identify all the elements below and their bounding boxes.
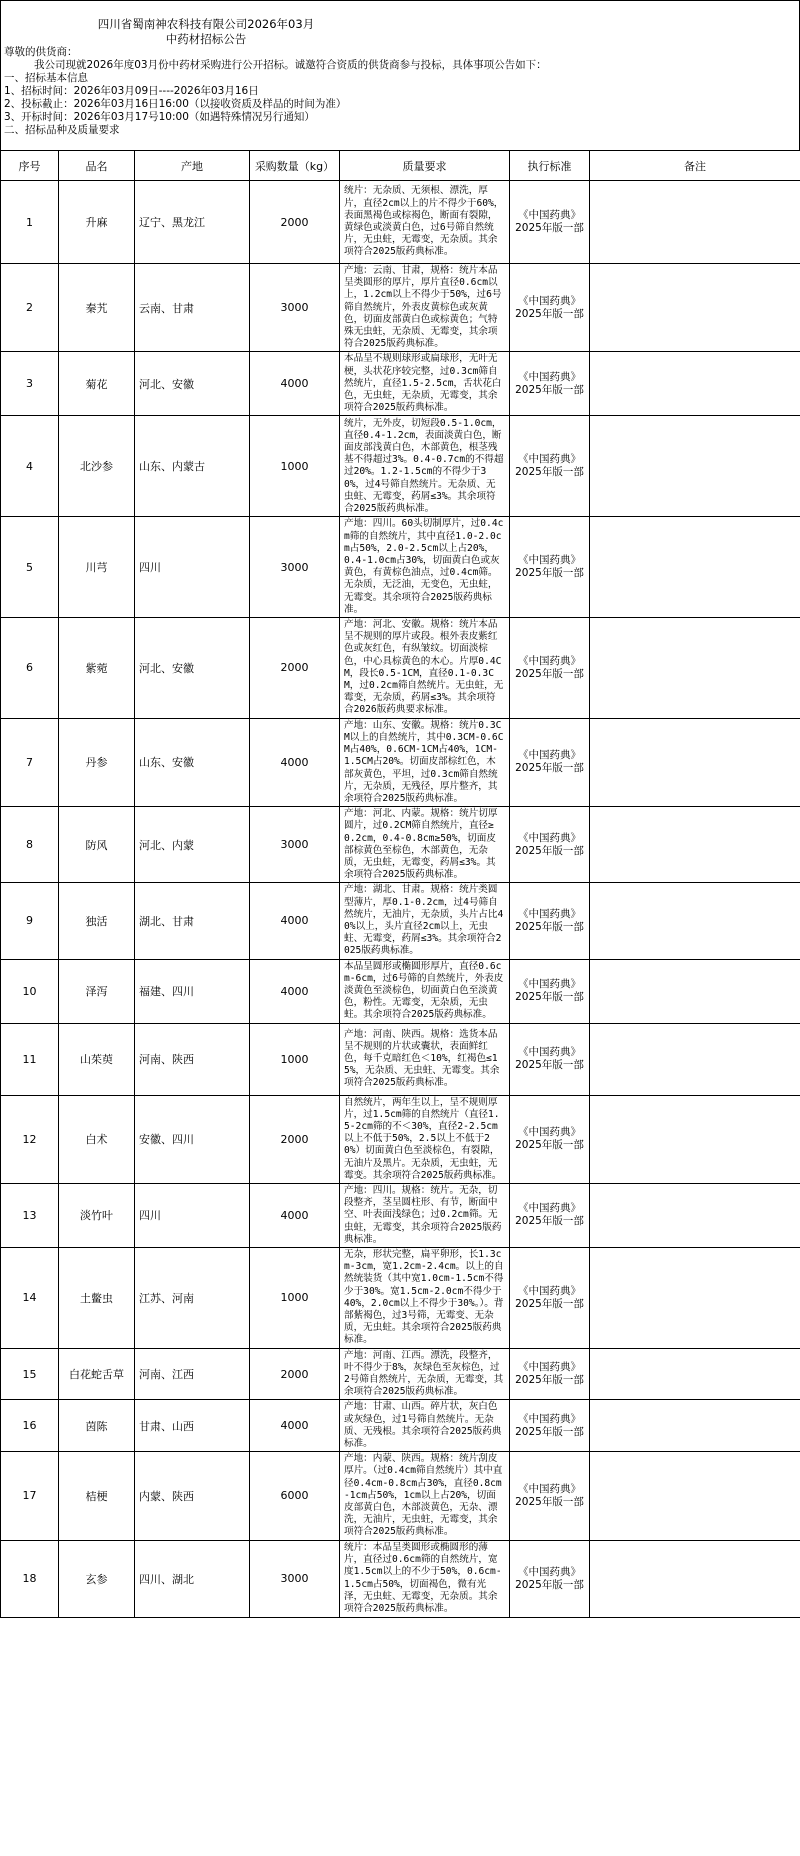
- cell-origin: 河南、陕西: [135, 1023, 250, 1095]
- cell-standard: [510, 264, 590, 352]
- cell-qty: 1000: [250, 1248, 340, 1349]
- table-row: [1, 718, 800, 806]
- col-header-origin: 产地: [135, 151, 250, 181]
- cell-no: 6: [1, 618, 59, 719]
- cell-origin: 内蒙、陕西: [135, 1452, 250, 1540]
- standard-title: 《中国药典》: [518, 370, 581, 383]
- standard-title: 《中国药典》: [518, 831, 581, 844]
- cell-note: [590, 1452, 800, 1540]
- cell-standard: [510, 1023, 590, 1095]
- cell-no: 9: [1, 883, 59, 959]
- cell-name: 茵陈: [59, 1400, 135, 1452]
- standard-edition: 2025年版一部: [515, 383, 584, 396]
- cell-name: 防风: [59, 807, 135, 883]
- cell-origin: 山东、内蒙古: [135, 416, 250, 517]
- cell-qty: 4000: [250, 352, 340, 416]
- cell-qty: 2000: [250, 1348, 340, 1400]
- standard-edition: 2025年版一部: [515, 1059, 584, 1072]
- cell-standard: [510, 1452, 590, 1540]
- cell-standard: [510, 1348, 590, 1400]
- cell-note: [590, 1023, 800, 1095]
- cell-note: [590, 264, 800, 352]
- cell-note: [590, 1183, 800, 1247]
- standard-title: 《中国药典》: [518, 1046, 581, 1059]
- cell-standard: [510, 618, 590, 719]
- table-row: [1, 181, 800, 264]
- cell-no: 18: [1, 1540, 59, 1617]
- col-header-note: 备注: [590, 151, 800, 181]
- cell-name: 白术: [59, 1095, 135, 1183]
- cell-no: 14: [1, 1248, 59, 1349]
- cell-quality: 自然统片，两年生以上，呈不规则厚片，过1.5cm筛的自然统片（直径1.5-2cm筛的不＜30%，直径2-2.5cm以上不低于50%，2.5以上不低于20%）切面黄白色至淡棕色，有裂隙，无油片及黑片。无杂质，无虫蛀，无霉变。其余项符合2025版药典标准。: [340, 1095, 510, 1183]
- cell-origin: 河北、安徽: [135, 352, 250, 416]
- cell-name: 淡竹叶: [59, 1183, 135, 1247]
- col-header-name: 品名: [59, 151, 135, 181]
- cell-standard: [510, 1400, 590, 1452]
- table-row: [1, 883, 800, 959]
- standard-title: 《中国药典》: [518, 294, 581, 307]
- table-row: [1, 618, 800, 719]
- cell-standard: [510, 1095, 590, 1183]
- cell-note: [590, 1348, 800, 1400]
- standard-edition: 2025年版一部: [515, 1215, 584, 1228]
- standard-title: 《中国药典》: [518, 978, 581, 991]
- cell-origin: 河北、内蒙: [135, 807, 250, 883]
- cell-origin: 云南、甘肃: [135, 264, 250, 352]
- cell-quality: 统片：无杂质、无须根、漂洗，厚片，直径2cm以上的片不得少于60%，表面黑褐色或棕褐色，断面有裂隙，黄绿色或淡黄白色，过6号筛自然统片，无虫蛀，无霉变，无杂质。其余项符合2025版药典标准。: [340, 181, 510, 264]
- cell-no: 4: [1, 416, 59, 517]
- standard-edition: 2025年版一部: [515, 466, 584, 479]
- cell-note: [590, 1248, 800, 1349]
- cell-standard: [510, 1540, 590, 1617]
- cell-no: 5: [1, 517, 59, 618]
- cell-no: 17: [1, 1452, 59, 1540]
- col-header-no: 序号: [1, 151, 59, 181]
- standard-edition: 2025年版一部: [515, 991, 584, 1004]
- table-row: [1, 1248, 800, 1349]
- cell-name: 川芎: [59, 517, 135, 618]
- cell-origin: 河北、安徽: [135, 618, 250, 719]
- cell-name: 紫菀: [59, 618, 135, 719]
- cell-note: [590, 1095, 800, 1183]
- cell-origin: 四川: [135, 1183, 250, 1247]
- standard-edition: 2025年版一部: [515, 222, 584, 234]
- cell-origin: 山东、安徽: [135, 718, 250, 806]
- table-row: [1, 1400, 800, 1452]
- cell-qty: 4000: [250, 883, 340, 959]
- standard-title: 《中国药典》: [518, 1565, 581, 1578]
- table-row: [1, 1023, 800, 1095]
- cell-standard: [510, 1183, 590, 1247]
- title-line-2: 中药材招标公告: [165, 32, 247, 46]
- cell-quality: 产地：四川。60头切制厚片，过0.4cm筛的自然统片，其中直径1.0-2.0cm占50%，2.0-2.5cm以上占20%，0.4-1.0cm占30%，切面黄白色或灰黄色，有黄棕色油点，过0.4cm筛。无杂质，无泛油，无变色，无虫蛀，无霉变。其余项符合2025版药典标准。: [340, 517, 510, 618]
- cell-note: [590, 959, 800, 1023]
- standard-edition: 2025年版一部: [515, 762, 584, 775]
- cell-qty: 2000: [250, 181, 340, 264]
- cell-standard: [510, 416, 590, 517]
- standard-edition: 2025年版一部: [515, 307, 584, 320]
- cell-name: 白花蛇舌草: [59, 1348, 135, 1400]
- cell-qty: 4000: [250, 1183, 340, 1247]
- cell-no: 12: [1, 1095, 59, 1183]
- cell-name: 北沙参: [59, 416, 135, 517]
- cell-note: [590, 618, 800, 719]
- cell-origin: 安徽、四川: [135, 1095, 250, 1183]
- cell-qty: 3000: [250, 264, 340, 352]
- standard-edition: 2025年版一部: [515, 1425, 584, 1438]
- cell-origin: 湖北、甘肃: [135, 883, 250, 959]
- cell-quality: 本品呈不规则球形或扁球形，无叶无梗，头状花序较完整，过0.3cm筛自然统片，直径1.5-2.5cm，舌状花白色，无虫蛀，无杂质，无霉变，其余项符合2025版药典标准。: [340, 352, 510, 416]
- col-header-qty: 采购数量（kg）: [250, 151, 340, 181]
- cell-quality: 产地：湖北、甘肃。规格：统片类圆型薄片，厚0.1-0.2cm，过4号筛自然统片，无油片，无杂质，头片占比40%以上，头片直径2cm以上，无虫蛀、无霉变，药屑≤3%。其余项符合2025版药典标准。: [340, 883, 510, 959]
- info-item-2: 2、投标截止：2026年03月16日16:00（以接收资质及样品的时间为准）: [4, 98, 347, 110]
- cell-qty: 2000: [250, 1095, 340, 1183]
- standard-title: 《中国药典》: [518, 1361, 581, 1374]
- table-row: [1, 807, 800, 883]
- standard-title: 《中国药典》: [518, 1202, 581, 1215]
- cell-no: 7: [1, 718, 59, 806]
- cell-qty: 2000: [250, 618, 340, 719]
- cell-qty: 3000: [250, 517, 340, 618]
- cell-qty: 3000: [250, 1540, 340, 1617]
- intro-paragraph: 我公司现就2026年度03月份中药材采购进行公开招标。诚邀符合资质的供货商参与投标，具体事项公告如下：: [34, 59, 547, 71]
- standard-edition: 2025年版一部: [515, 1578, 584, 1591]
- section-heading-1: 一、招标基本信息: [4, 72, 88, 84]
- standard-title: 《中国药典》: [518, 1482, 581, 1495]
- greeting: 尊敬的供货商：: [4, 46, 78, 58]
- standard-edition: 2025年版一部: [515, 920, 584, 933]
- cell-standard: [510, 883, 590, 959]
- standard-title: 《中国药典》: [518, 554, 581, 567]
- cell-name: 独活: [59, 883, 135, 959]
- cell-qty: 4000: [250, 1400, 340, 1452]
- standard-title: 《中国药典》: [518, 1284, 581, 1297]
- cell-qty: 3000: [250, 807, 340, 883]
- standard-edition: 2025年版一部: [515, 844, 584, 857]
- cell-qty: 6000: [250, 1452, 340, 1540]
- standard-edition: 2025年版一部: [515, 1139, 584, 1152]
- cell-name: 玄参: [59, 1540, 135, 1617]
- cell-name: 泽泻: [59, 959, 135, 1023]
- table-row: [1, 352, 800, 416]
- cell-note: [590, 517, 800, 618]
- table-body: [1, 181, 800, 1618]
- cell-name: 秦艽: [59, 264, 135, 352]
- cell-name: 丹参: [59, 718, 135, 806]
- info-item-3: 3、开标时间：2026年03月17号10:00（如遇特殊情况另行通知）: [4, 111, 315, 123]
- cell-standard: [510, 959, 590, 1023]
- table-row: [1, 1540, 800, 1617]
- cell-quality: 产地：河南、陕西。规格：选货本品呈不规则的片状或囊状，表面鲜红色，每千克暗红色＜10%，红褐色≤15%，无杂质、无虫蛀、无霉变。其余项符合2025版药典标准。: [340, 1023, 510, 1095]
- cell-origin: 四川、湖北: [135, 1540, 250, 1617]
- cell-qty: 1000: [250, 1023, 340, 1095]
- standard-title: 《中国药典》: [518, 453, 581, 466]
- table-row: [1, 517, 800, 618]
- cell-note: [590, 1540, 800, 1617]
- col-header-standard: 执行标准: [510, 151, 590, 181]
- cell-standard: [510, 181, 590, 264]
- standard-edition: 2025年版一部: [515, 1495, 584, 1508]
- notice-header: [0, 0, 800, 150]
- standard-title: 《中国药典》: [518, 749, 581, 762]
- cell-no: 1: [1, 181, 59, 264]
- cell-quality: 产地：内蒙、陕西。规格：统片刮皮厚片。（过0.4cm筛自然统片）其中直径0.4cm-0.8cm占30%，直径0.8cm-1cm占50%，1cm以上占20%，切面皮部黄白色，木部淡黄色，无杂、漂洗，无油片，无虫蛀，无霉变，其余项符合2025版药典标准。: [340, 1452, 510, 1540]
- cell-note: [590, 352, 800, 416]
- standard-edition: 2025年版一部: [515, 667, 584, 680]
- cell-qty: 4000: [250, 959, 340, 1023]
- cell-quality: 产地：四川。规格：统片。无杂，切段整齐，茎呈圆柱形、有节，断面中空、叶表面浅绿色；过0.2cm筛。无虫蛀，无霉变，其余项符合2025版药典标准。: [340, 1183, 510, 1247]
- cell-qty: 1000: [250, 416, 340, 517]
- cell-no: 16: [1, 1400, 59, 1452]
- cell-name: 菊花: [59, 352, 135, 416]
- notice-title: [1, 17, 411, 47]
- cell-note: [590, 1400, 800, 1452]
- cell-qty: 4000: [250, 718, 340, 806]
- cell-note: [590, 181, 800, 264]
- tender-table: [0, 150, 800, 1618]
- cell-origin: 辽宁、黑龙江: [135, 181, 250, 264]
- standard-edition: 2025年版一部: [515, 1297, 584, 1310]
- section-heading-2: 二、招标品种及质量要求: [4, 124, 120, 136]
- table-row: [1, 1348, 800, 1400]
- cell-standard: [510, 352, 590, 416]
- cell-origin: 福建、四川: [135, 959, 250, 1023]
- cell-origin: 江苏、河南: [135, 1248, 250, 1349]
- cell-note: [590, 718, 800, 806]
- info-item-1: 1、招标时间：2026年03月09日----2026年03月16日: [4, 85, 259, 97]
- title-line-1: 四川省蜀南神农科技有限公司2026年03月: [97, 17, 315, 31]
- cell-name: 土鳖虫: [59, 1248, 135, 1349]
- standard-title: 《中国药典》: [518, 907, 581, 920]
- cell-quality: 产地：山东、安徽。规格：统片0.3CM以上的自然统片，其中0.3CM-0.6CM占40%，0.6CM-1CM占40%，1CM-1.5CM占20%。切面皮部棕红色，木部灰黄色，平坦，过0.3cm筛自然统片，无杂质，无残径，厚片整齐，其余项符合2025版药典标准。: [340, 718, 510, 806]
- cell-quality: 产地：河北、内蒙。规格：统片切厚圆片，过0.2CM筛自然统片，直径≥0.2cm，0.4-0.8cm≥50%，切面皮部棕黄色至棕色，木部黄色，无杂质，无虫蛀，无霉变，药屑≤3%。其余项符合2025版药典标准。: [340, 807, 510, 883]
- standard-edition: 2025年版一部: [515, 1374, 584, 1387]
- cell-no: 11: [1, 1023, 59, 1095]
- standard-title: 《中国药典》: [518, 1412, 581, 1425]
- table-header-row: [1, 151, 800, 181]
- cell-standard: [510, 1248, 590, 1349]
- cell-standard: [510, 718, 590, 806]
- cell-standard: [510, 807, 590, 883]
- cell-quality: 产地：甘肃、山西。碎片状，灰白色或灰绿色，过1号筛自然统片。无杂质、无残根。其余项符合2025版药典标准。: [340, 1400, 510, 1452]
- cell-quality: 统片：本品呈类圆形或椭圆形的薄片，直径过0.6cm筛的自然统片，宽度1.5cm以上的不少于50%，0.6cm-1.5cm占50%，切面褐色，微有光泽，无虫蛀、无霉变，无杂质。其余项符合2025版药典标准。: [340, 1540, 510, 1617]
- cell-no: 2: [1, 264, 59, 352]
- cell-quality: 产地：云南、甘肃，规格：统片本品呈类圆形的厚片，厚片直径0.6cm以上，1.2cm以上不得少于50%，过6号筛自然统片，外表皮黄棕色或灰黄色，切面皮部黄白色或棕黄色；气特殊无虫蛀，无杂质、无霉变，其余项符合2025版药典标准。: [340, 264, 510, 352]
- cell-note: [590, 883, 800, 959]
- cell-name: 山茱萸: [59, 1023, 135, 1095]
- cell-quality: 产地：河南、江西。漂洗，段整齐，叶不得少于8%，灰绿色至灰棕色，过2号筛自然统片，无杂质，无霉变，其余项符合2025版药典标准。: [340, 1348, 510, 1400]
- col-header-quality: 质量要求: [340, 151, 510, 181]
- standard-title: 《中国药典》: [518, 654, 581, 667]
- standard-title: 《中国药典》: [518, 209, 581, 221]
- cell-no: 15: [1, 1348, 59, 1400]
- cell-no: 8: [1, 807, 59, 883]
- table-row: [1, 959, 800, 1023]
- standard-edition: 2025年版一部: [515, 567, 584, 580]
- cell-name: 桔梗: [59, 1452, 135, 1540]
- cell-name: 升麻: [59, 181, 135, 264]
- cell-quality: 产地：河北、安徽。规格：统片本品呈不规则的厚片或段。根外表皮紫红色或灰红色，有纵皱纹。切面淡棕色，中心具棕黄色的木心。片厚0.4CM，段长0.5-1CM，直径0.1-0.3CM，过0.2cm筛自然统片。无虫蛀，无霉变，无杂质，药屑≤3%。其余项符合2026版药典要求标准。: [340, 618, 510, 719]
- table-row: [1, 1452, 800, 1540]
- cell-note: [590, 416, 800, 517]
- table-row: [1, 1095, 800, 1183]
- table-row: [1, 1183, 800, 1247]
- cell-quality: 无杂，形状完整，扁平卵形，长1.3cm-3cm，宽1.2cm-2.4cm。以上的自然统装货（其中宽1.0cm-1.5cm不得少于30%。宽1.5cm-2.0cm不得少于40%，2.0cm以上不得少于30%。）。背部紫褐色，过3号筛，无霉变、无杂质，无虫蛀。其余项符合2025版药典标准。: [340, 1248, 510, 1349]
- cell-origin: 四川: [135, 517, 250, 618]
- cell-standard: [510, 517, 590, 618]
- cell-no: 13: [1, 1183, 59, 1247]
- cell-no: 3: [1, 352, 59, 416]
- standard-title: 《中国药典》: [518, 1126, 581, 1139]
- cell-note: [590, 807, 800, 883]
- cell-origin: 甘肃、山西: [135, 1400, 250, 1452]
- table-row: [1, 264, 800, 352]
- cell-quality: 统片，无外皮，切短段0.5-1.0cm，直径0.4-1.2cm，表面淡黄白色，断面皮部浅黄白色，木部黄色，根茎残基不得超过3%。0.4-0.7cm的不得超过20%。1.2-1.5cm的不得少于30%，过4号筛自然统片。无杂质、无虫蛀、无霉变，药屑≤3%。其余项符合2025版药典标准。: [340, 416, 510, 517]
- cell-quality: 本品呈圆形或椭圆形厚片，直径0.6cm-6cm，过6号筛的自然统片，外表皮淡黄色至淡棕色，切面黄白色至淡黄色，粉性。无霉变，无杂质，无虫蛀。其余项符合2025版药典标准。: [340, 959, 510, 1023]
- cell-no: 10: [1, 959, 59, 1023]
- table-row: [1, 416, 800, 517]
- cell-origin: 河南、江西: [135, 1348, 250, 1400]
